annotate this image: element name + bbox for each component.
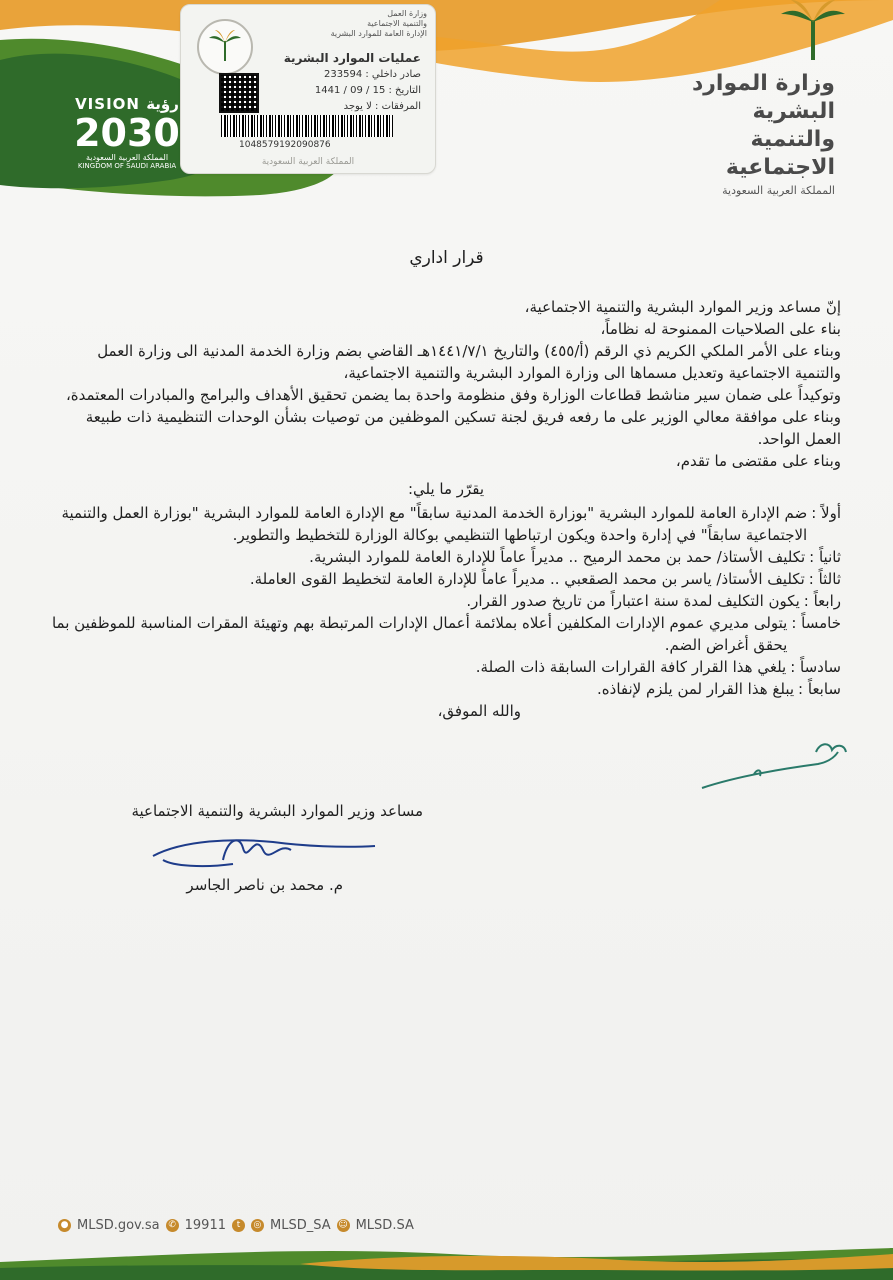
item-label: ثالثاً : (808, 570, 841, 588)
decision-item (51, 502, 841, 546)
footer-snapchat[interactable]: MLSD.SA (355, 1218, 414, 1233)
footer-twitter[interactable]: MLSD_SA (269, 1218, 331, 1233)
item-label: سابعاً : (798, 680, 841, 698)
vision-country-ar: المملكة العربية السعودية (85, 153, 169, 162)
intro-line: بناء على الصلاحيات الممنوحة له نظاماً، (600, 320, 841, 338)
item-text: ضم الإدارة العامة للموارد البشرية "بوزارة الخدمة المدنية سابقاً" مع الإدارة العامة للموارد البشرية "بوزارة العمل والتنمية الاجتماعية سابقاً" في إدارة واحدة ويكون ارتباطها التنظيمي بوكالة الوزارة للتخطيط والتطوير. (61, 504, 808, 544)
intro-line: وبناء على الأمر الملكي الكريم ذي الرقم (أ/٤٥٥) والتاريخ ١٤٤١/٧/١هـ القاضي بضم وزارة الخدمة المدنية الى وزارة العمل والتنمية الاجتماعية وتعديل مسماها الى وزارة الموارد البشرية والتنمية الاجتماعية، (97, 342, 841, 382)
stamp-date: التاريخ : 15 / 09 / 1441 (314, 85, 421, 96)
intro-line: وتوكيداً على ضمان سير مناشط قطاعات الوزارة وفق منظومة واحدة بما يضمن تحقيق الأهداف والبرامج والمبادرات المعتمدة، وبناء على موافقة معالي الوزير على ما رفعه فريق لجنة تسكين الموظفين من توصيات بشأن الوحدات التنظيمية ذات طبيعة العمل الواحد. (65, 386, 841, 448)
vision-label-ar: رؤية (146, 95, 179, 113)
vision-country-en: KINGDOM OF SAUDI ARABIA (77, 162, 177, 170)
phone-icon: ✆ (166, 1219, 179, 1232)
item-text: يبلغ هذا القرار لمن يلزم لإنفاذه. (597, 680, 795, 698)
stamp-org (331, 9, 427, 39)
ministry-name (645, 70, 835, 197)
item-label: سادساً : (790, 658, 841, 676)
decision-item (51, 678, 841, 700)
decision-body (51, 296, 841, 722)
decision-item (51, 612, 841, 656)
item-text: يلغي هذا القرار كافة القرارات السابقة ذات الصلة. (475, 658, 787, 676)
signatory-name: م. محمد بن ناصر الجاسر (186, 876, 343, 894)
outgoing-stamp (180, 4, 436, 174)
decision-item (51, 656, 841, 678)
stamp-attachments: المرفقات : لا يوجد (343, 101, 421, 112)
intro-line: إنّ مساعد وزير الموارد البشرية والتنمية الاجتماعية، (524, 298, 841, 316)
barcode-icon (221, 115, 393, 137)
barcode-number: 1048579192090876 (239, 140, 331, 150)
item-label: رابعاً : (803, 592, 841, 610)
item-text: يكون التكليف لمدة سنة اعتباراً من تاريخ صدور القرار. (466, 592, 800, 610)
signature-mark (143, 820, 383, 876)
twitter-icon: t (232, 1219, 245, 1232)
signatory-title: مساعد وزير الموارد البشرية والتنمية الاجتماعية (131, 802, 423, 820)
palm-logo-icon (773, 0, 853, 64)
instagram-icon: ◎ (251, 1219, 264, 1232)
stamp-country: المملكة العربية السعودية (261, 157, 355, 167)
globe-icon: ● (58, 1219, 71, 1232)
stamp-outgoing-number: صادر داخلي : 233594 (324, 69, 421, 80)
intro-line: وبناء على مقتضى ما تقدم، (675, 452, 841, 470)
stamp-org-line: وزارة العمل (387, 9, 427, 18)
stamp-seal-icon (197, 19, 253, 75)
decision-item (51, 590, 841, 612)
closing-line: والله الموفق، (437, 702, 521, 720)
decision-item (51, 568, 841, 590)
initials-mark (698, 732, 850, 792)
stamp-org-line: والتنمية الاجتماعية (367, 19, 427, 28)
item-text: يتولى مديري عموم الإدارات المكلفين أعلاه بملائمة أعمال الإدارات المرتبطة بهم وتهيئة المقرات المناسبة للموظفين بما يحقق أغراض الضم. (51, 614, 788, 654)
item-text: تكليف الأستاذ/ حمد بن محمد الرميح .. مديراً عاماً للإدارة العامة للموارد البشرية. (309, 548, 806, 566)
decision-item (51, 546, 841, 568)
ministry-country: المملكة العربية السعودية (722, 184, 835, 197)
stamp-org-line: الإدارة العامة للموارد البشرية (330, 29, 427, 38)
page-title: قرار اداري (409, 248, 484, 268)
qr-code-icon (219, 73, 259, 113)
ministry-line2: والتنمية الاجتماعية (725, 127, 835, 180)
signature-block (63, 802, 423, 894)
vision-2030-logo (72, 95, 182, 170)
stamp-title: عمليات الموارد البشرية (283, 51, 421, 65)
item-label: ثانياً : (809, 548, 841, 566)
vision-year: 2030 (74, 111, 180, 155)
footer-website[interactable]: MLSD.gov.sa (77, 1218, 160, 1233)
ministry-line1: وزارة الموارد البشرية (691, 71, 835, 124)
decides-heading: يقرّر ما يلي: (407, 480, 485, 498)
footer-contacts (58, 1218, 414, 1233)
item-label: خامساً : (791, 614, 841, 632)
footer-phone[interactable]: 19911 (184, 1218, 226, 1233)
item-label: أولاً : (811, 504, 841, 522)
vision-label: VISION (75, 95, 140, 113)
item-text: تكليف الأستاذ/ ياسر بن محمد الصقعبي .. مديراً عاماً للإدارة العامة لتخطيط القوى العاملة. (249, 570, 805, 588)
snapchat-icon: ☺ (338, 1220, 348, 1230)
